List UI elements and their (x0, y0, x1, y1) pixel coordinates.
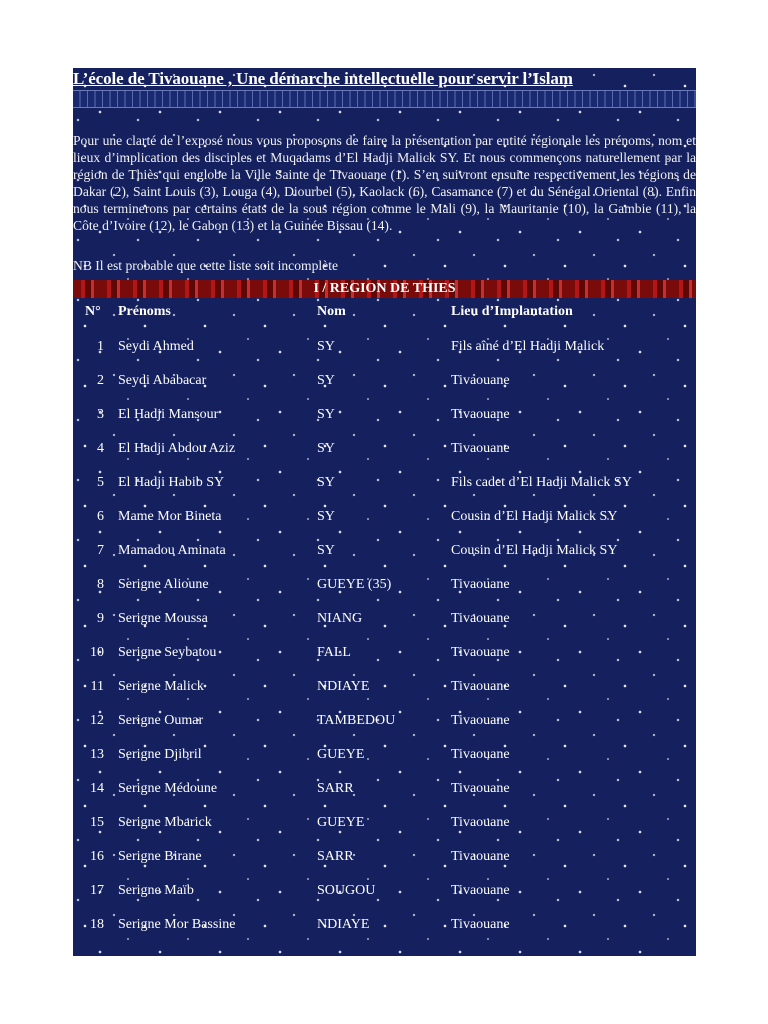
table-row (73, 813, 696, 833)
row-nom: NDIAYE (317, 679, 370, 694)
row-lieu: Tivaouane (451, 815, 510, 830)
row-nom: FALL (317, 645, 351, 660)
row-prenoms: El Hadji Habib SY (118, 475, 225, 490)
table-row (73, 405, 696, 425)
table-row (73, 711, 696, 731)
row-nom: GUEYE (317, 747, 365, 762)
table-row (73, 473, 696, 493)
table-header (73, 302, 696, 322)
table-row (73, 881, 696, 901)
row-num: 9 (97, 611, 104, 626)
row-prenoms: Seydi Ababacar (118, 373, 207, 388)
row-num: 16 (90, 849, 104, 864)
row-prenoms: Mamadou Aminata (118, 543, 226, 558)
table-row (73, 507, 696, 527)
row-prenoms: Serigne Malick (118, 679, 204, 694)
row-prenoms: Serigne Médoune (118, 781, 218, 796)
row-num: 11 (90, 679, 104, 694)
row-prenoms: Serigne Alioune (118, 577, 209, 592)
row-prenoms: Serigne Seybatou (118, 645, 217, 660)
row-nom: SY (317, 407, 335, 422)
row-nom: SY (317, 509, 335, 524)
table-row (73, 575, 696, 595)
header-num: N° (85, 304, 101, 319)
table-row (73, 915, 696, 935)
row-num: 14 (90, 781, 104, 796)
row-lieu: Tivaouane (451, 373, 510, 388)
table-row (73, 779, 696, 799)
row-lieu: Tivaouane (451, 645, 510, 660)
row-lieu: Cousin d’El Hadji Malick SY (451, 543, 618, 558)
row-lieu: Tivaouane (451, 407, 510, 422)
row-lieu: Tivaouane (451, 917, 510, 932)
table-row (73, 541, 696, 561)
row-num: 1 (97, 339, 104, 354)
table-row (73, 847, 696, 867)
row-num: 18 (90, 917, 104, 932)
row-lieu: Tivaouane (451, 577, 510, 592)
row-nom: SY (317, 339, 335, 354)
row-num: 17 (90, 883, 104, 898)
row-lieu: Fils aîné d’El Hadji Malick (451, 339, 605, 354)
table-row (73, 677, 696, 697)
row-num: 8 (97, 577, 104, 592)
row-num: 7 (97, 543, 104, 558)
table-row (73, 609, 696, 629)
header-prenoms: Prénoms (118, 304, 171, 319)
row-nom: SARR (317, 781, 354, 796)
row-prenoms: Mame Mor Bineta (118, 509, 222, 524)
intro-paragraph: Pour une clarté de l’exposé nous vous proposons de faire la présentation par entité régionale les prénoms, nom et lieux d’implication des disciples et Muqadams d’El Hadji Malick SY. Et nous commençons naturellement par la région de Thiès qui englobe la Ville Sainte de Tivaouane (1). S’en suivront ensuite respectivement les régions de Dakar (2), Saint Louis (3), Louga (4), Diourbel (5), Kaolack (6), Casamance (7) et du Sénégal Oriental (8). Enfin nous terminerons par certains états de la sous région comme le Mali (9), la Mauritanie (10), la Gambie (11), la Côte d’Ivoire (12), le Gabon (13) et la Guinée Bissau (14). (73, 133, 696, 233)
row-num: 12 (90, 713, 104, 728)
row-nom: SOUGOU (317, 883, 376, 898)
row-nom: GUEYE (35) (317, 577, 392, 592)
row-prenoms: Seydi Ahmed (118, 339, 194, 354)
header-lieu: Lieu d’Implantation (451, 304, 573, 319)
row-num: 3 (97, 407, 104, 422)
decorative-banner (73, 90, 696, 108)
row-lieu: Tivaouane (451, 441, 510, 456)
row-prenoms: Serigne Maïb (118, 883, 194, 898)
row-num: 13 (90, 747, 104, 762)
page-title: L’école de Tivaouane , Une démarche intellectuelle pour servir l’Islam (73, 69, 573, 88)
row-lieu: Tivaouane (451, 679, 510, 694)
header-nom: Nom (317, 304, 346, 319)
row-lieu: Tivaouane (451, 611, 510, 626)
document-page (73, 68, 696, 956)
row-lieu: Tivaouane (451, 781, 510, 796)
row-prenoms: El Hadji Mansour (118, 407, 219, 422)
row-num: 6 (97, 509, 104, 524)
row-num: 2 (97, 373, 104, 388)
row-nom: SY (317, 441, 335, 456)
row-lieu: Cousin d’El Hadji Malick SY (451, 509, 618, 524)
row-num: 15 (90, 815, 104, 830)
region-heading: I / REGION DE THIES (73, 280, 696, 298)
row-prenoms: Serigne Djibril (118, 747, 202, 762)
row-num: 10 (90, 645, 104, 660)
row-num: 5 (97, 475, 104, 490)
row-nom: NDIAYE (317, 917, 370, 932)
row-nom: SY (317, 475, 335, 490)
row-prenoms: Serigne Birane (118, 849, 202, 864)
row-prenoms: Serigne Oumar (118, 713, 204, 728)
row-nom: SY (317, 543, 335, 558)
row-num: 4 (97, 441, 104, 456)
table-row (73, 371, 696, 391)
row-prenoms: Serigne Mor Bassine (118, 917, 236, 932)
incomplete-list-note: NB Il est probable que cette liste soit incomplète (73, 258, 339, 273)
table-row (73, 643, 696, 663)
row-nom: SY (317, 373, 335, 388)
row-lieu: Tivaouane (451, 849, 510, 864)
row-nom: SARR (317, 849, 354, 864)
table-row (73, 337, 696, 357)
row-prenoms: El Hadji Abdou Aziz (118, 441, 236, 456)
row-prenoms: Serigne Moussa (118, 611, 208, 626)
row-prenoms: Serigne Mbarick (118, 815, 212, 830)
row-nom: TAMBEDOU (317, 713, 396, 728)
row-lieu: Tivaouane (451, 747, 510, 762)
row-nom: NIANG (317, 611, 363, 626)
table-row (73, 439, 696, 459)
row-lieu: Tivaouane (451, 883, 510, 898)
row-nom: GUEYE (317, 815, 365, 830)
table-row (73, 745, 696, 765)
row-lieu: Fils cadet d’El Hadji Malick SY (451, 475, 632, 490)
row-lieu: Tivaouane (451, 713, 510, 728)
